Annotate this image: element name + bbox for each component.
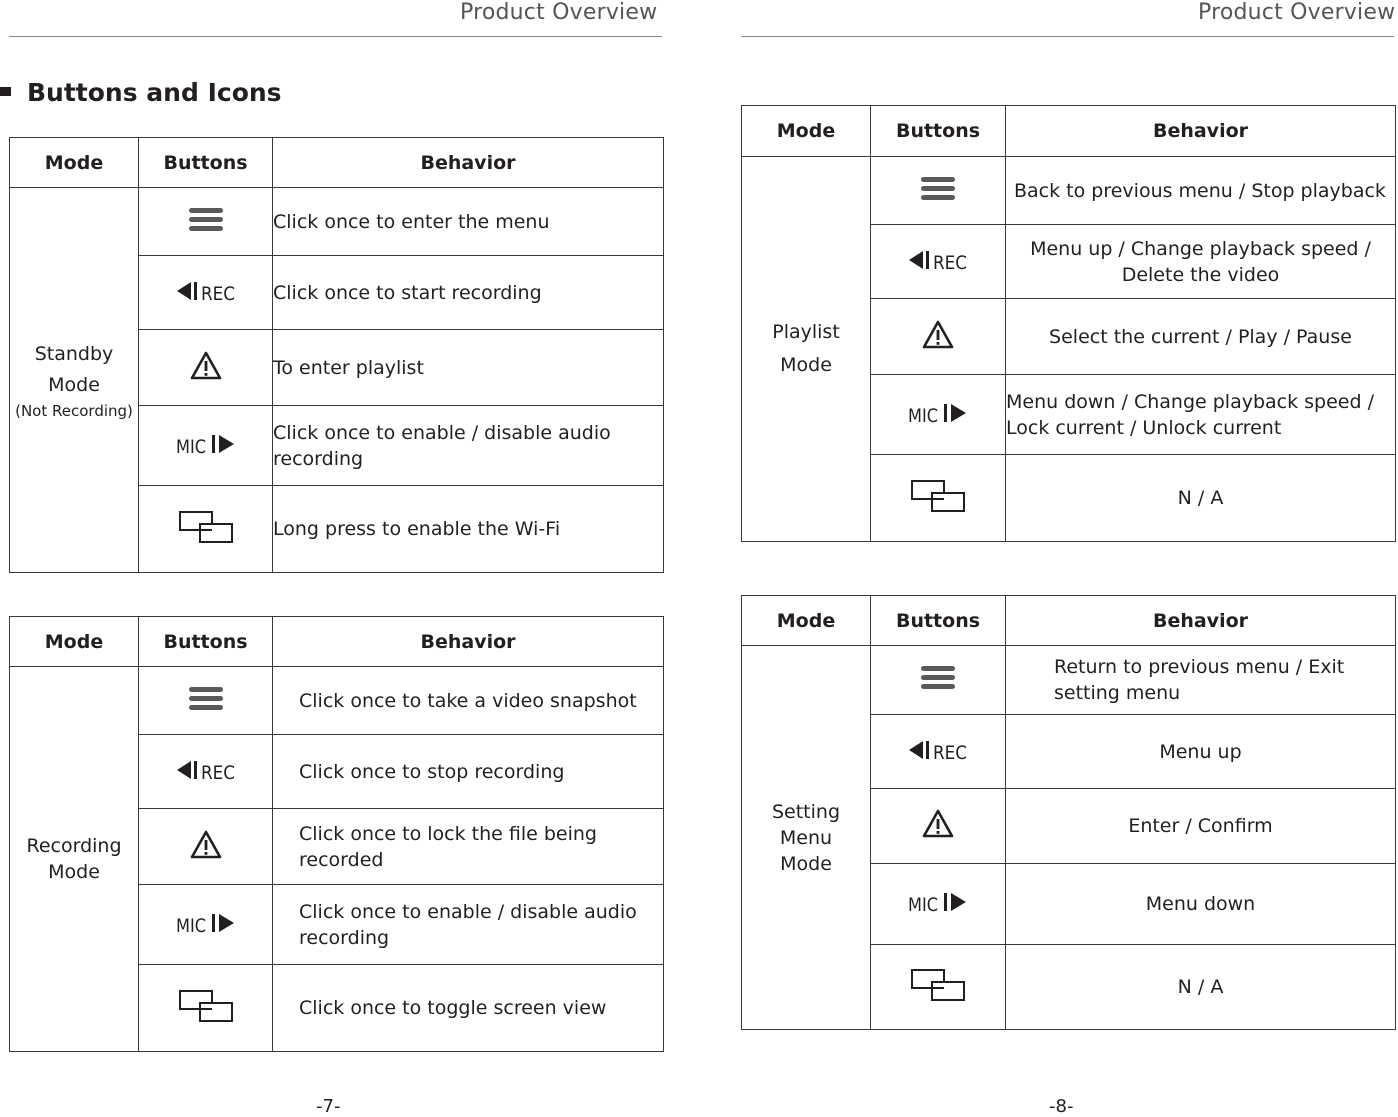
mode-line: Setting [771, 800, 841, 823]
header-mode: Mode [742, 106, 871, 157]
mode-line: Mode [48, 374, 100, 396]
header-behavior: Behavior [1006, 596, 1396, 646]
right-page-header: Product Overview [1198, 0, 1396, 25]
left-header-rule [9, 36, 662, 37]
mode-line: Mode [780, 852, 832, 875]
section-title-text: Buttons and Icons [27, 78, 282, 107]
screen-icon [910, 479, 966, 517]
button-cell [871, 157, 1006, 225]
playlist-mode-table [741, 105, 1396, 542]
behavior-cell: Select the current / Play / Pause [1006, 299, 1396, 375]
mode-cell [10, 667, 139, 1052]
header-behavior: Behavior [273, 138, 664, 188]
mic-icon [907, 889, 969, 919]
mic-icon [175, 431, 237, 461]
page-number-right: -8- [1049, 1096, 1074, 1117]
svg-text:MIC: MIC [175, 435, 206, 457]
header-mode: Mode [742, 596, 871, 646]
menu-icon [188, 207, 224, 237]
svg-text:REC: REC [200, 282, 235, 304]
button-cell [139, 330, 273, 406]
button-cell [139, 188, 273, 256]
mode-line: Recording [26, 835, 122, 857]
header-behavior: Behavior [1006, 106, 1396, 157]
button-cell [139, 256, 273, 330]
behavior-cell: Click once to start recording [273, 256, 664, 330]
button-cell [139, 885, 273, 965]
behavior-cell: Menu up / Change playback speed / Delete the video [1006, 225, 1396, 299]
button-cell [139, 406, 273, 486]
mode-cell [10, 188, 139, 573]
mic-icon [175, 910, 237, 940]
button-cell [139, 486, 273, 573]
header-buttons: Buttons [139, 138, 273, 188]
button-cell [871, 375, 1006, 455]
header-mode: Mode [10, 138, 139, 188]
svg-text:MIC: MIC [175, 914, 206, 936]
left-page-header: Product Overview [460, 0, 658, 25]
behavior-cell: Back to previous menu / Stop playback [1006, 157, 1396, 225]
recording-mode-table [9, 616, 664, 1052]
button-cell [871, 945, 1006, 1030]
header-buttons: Buttons [139, 617, 273, 667]
button-cell [139, 735, 273, 809]
screen-icon [178, 510, 234, 548]
mode-line: Mode [48, 861, 100, 883]
behavior-cell: To enter playlist [273, 330, 664, 406]
behavior-cell: Long press to enable the Wi-Fi [273, 486, 664, 573]
mode-line: Standby [34, 343, 114, 365]
behavior-cell: Menu down / Change playback speed / Lock current / Unlock current [1006, 375, 1396, 455]
button-cell [871, 715, 1006, 789]
svg-text:REC: REC [200, 761, 235, 783]
behavior-cell: Click once to stop recording [273, 735, 664, 809]
button-cell [871, 789, 1006, 864]
menu-icon [920, 176, 956, 206]
behavior-cell: N / A [1006, 455, 1396, 542]
button-cell [871, 225, 1006, 299]
menu-icon [920, 665, 956, 695]
mode-line: Menu [779, 826, 833, 849]
svg-text:REC: REC [933, 741, 968, 763]
button-cell [871, 299, 1006, 375]
svg-text:MIC: MIC [908, 894, 939, 915]
behavior-cell: Return to previous menu / Exit setting menu [1006, 646, 1396, 715]
warning-icon [189, 829, 223, 865]
behavior-cell: Click once to toggle screen view [273, 965, 664, 1052]
warning-icon [921, 808, 955, 844]
behavior-cell: Menu down [1006, 864, 1396, 945]
button-cell [871, 864, 1006, 945]
warning-icon [189, 350, 223, 386]
mode-cell [742, 157, 871, 542]
rec-icon [175, 757, 237, 787]
header-buttons: Buttons [871, 596, 1006, 646]
mode-note: (Not Recording) [15, 402, 133, 420]
mic-icon [907, 400, 969, 430]
page-number-left: -7- [316, 1096, 341, 1117]
header-behavior: Behavior [273, 617, 664, 667]
behavior-cell: Enter / Confirm [1006, 789, 1396, 864]
behavior-cell: Click once to enable / disable audio recording [273, 406, 664, 486]
screen-icon [910, 968, 966, 1006]
menu-icon [188, 686, 224, 716]
svg-text:REC: REC [933, 251, 968, 273]
button-cell [871, 646, 1006, 715]
bullet-square [0, 87, 11, 96]
behavior-cell: Menu up [1006, 715, 1396, 789]
warning-icon [921, 319, 955, 355]
screen-icon [178, 989, 234, 1027]
rec-icon [907, 737, 969, 767]
svg-text:MIC: MIC [908, 404, 939, 426]
behavior-cell: Click once to lock the file being recorded [273, 809, 664, 885]
rec-icon [175, 278, 237, 308]
behavior-cell: Click once to enter the menu [273, 188, 664, 256]
behavior-cell: N / A [1006, 945, 1396, 1030]
header-buttons: Buttons [871, 106, 1006, 157]
header-mode: Mode [10, 617, 139, 667]
button-cell [871, 455, 1006, 542]
section-title [0, 78, 282, 107]
button-cell [139, 965, 273, 1052]
behavior-cell: Click once to take a video snapshot [273, 667, 664, 735]
mode-cell [742, 646, 871, 1030]
button-cell [139, 667, 273, 735]
button-cell [139, 809, 273, 885]
mode-line: Playlist [772, 321, 840, 343]
standby-mode-table [9, 137, 664, 573]
behavior-cell: Click once to enable / disable audio recording [273, 885, 664, 965]
mode-line: Mode [780, 354, 832, 376]
right-header-rule [741, 36, 1394, 37]
rec-icon [907, 247, 969, 277]
setting-menu-mode-table [741, 595, 1396, 1030]
